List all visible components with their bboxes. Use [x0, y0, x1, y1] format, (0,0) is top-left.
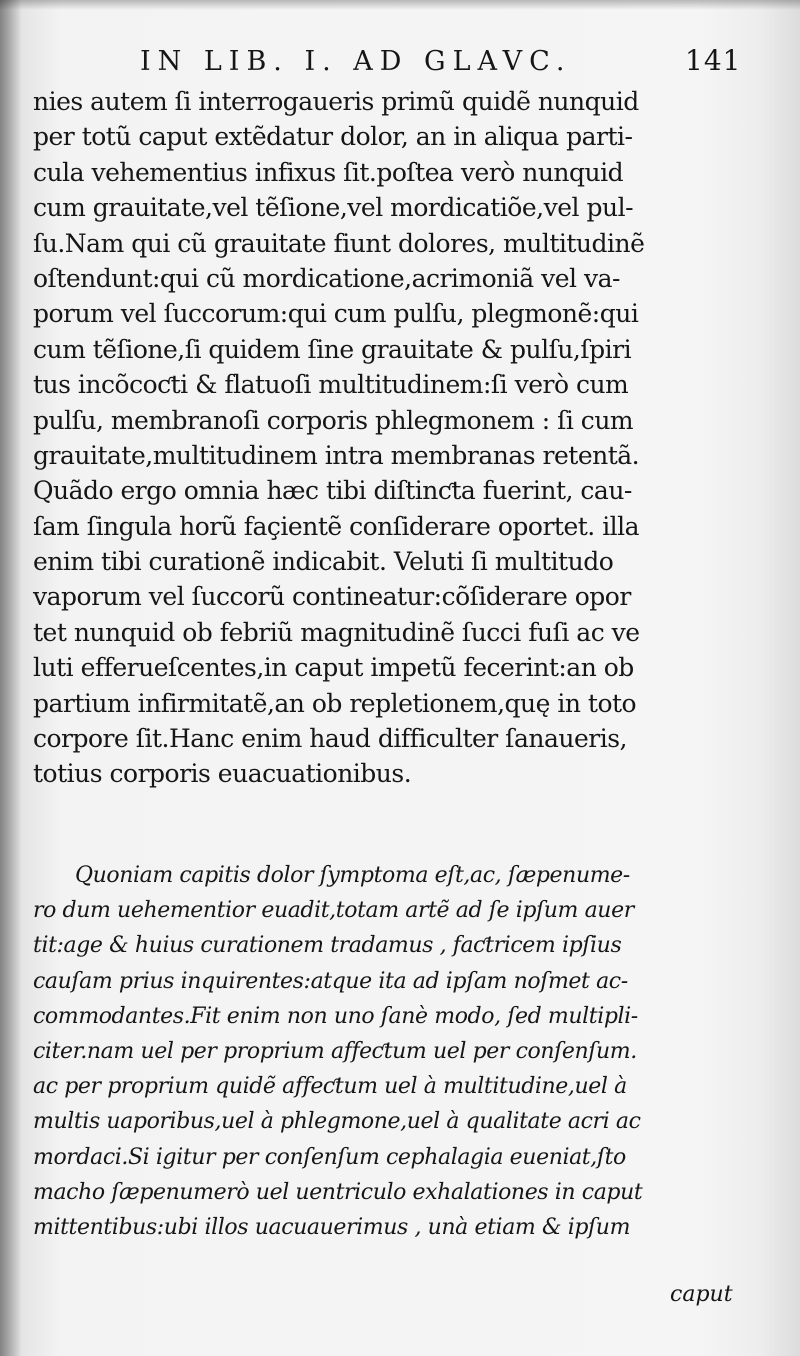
- text-line: per totũ caput extẽdatur dolor, an in aliqua parti-: [33, 122, 633, 152]
- text-line: ac per proprium quidẽ affeƈtum uel à multitudine,uel à: [33, 1074, 627, 1100]
- text-line: luti efferueſcentes,in caput impetũ fecerint:an ob: [33, 653, 634, 683]
- text-line: tus incõcoƈti & flatuoſi multitudinem:ſi verò cum: [33, 370, 629, 400]
- text-line: nies autem ſi interrogaueris primũ quidẽ nunquid: [33, 87, 639, 116]
- text-line: oſtendunt:qui cũ mordicatione,acrimoniã vel va-: [33, 263, 620, 293]
- text-line: mittentibus:ubi illos uacuauerimus , unà etiam & ipſum: [33, 1214, 631, 1240]
- catchword: caput: [670, 1282, 733, 1307]
- text-line: grauitate,multitudinem intra membranas retentã.: [33, 440, 640, 470]
- text-line: corpore ſit.Hanc enim haud difficulter ſanaueris,: [33, 724, 627, 754]
- text-line: macho ſæpenumerò uel uentriculo exhalationes in caput: [33, 1179, 643, 1205]
- text-line: tet nunquid ob febriũ magnitudinẽ ſucci fuſi ac ve: [33, 617, 640, 647]
- text-line: Quoniam capitis dolor ſymptoma eſt,ac, ſæpenume-: [75, 863, 630, 888]
- text-line: ſu.Nam qui cũ grauitate fiunt dolores, multitudinẽ: [33, 228, 645, 258]
- text-line: ro dum uehementior euadit,totam artẽ ad ſe ipſum auer: [33, 898, 634, 924]
- page-number: 141: [685, 44, 742, 77]
- text-line: porum vel ſuccorum:qui cum pulſu, plegmonẽ:qui: [33, 299, 639, 329]
- text-line: cauſam prius inquirentes:atque ita ad ipſam noſmet ac-: [33, 968, 628, 994]
- text-line: pulſu, membranoſi corporis phlegmonem : ſi cum: [33, 405, 634, 435]
- text-line: enim tibi curationẽ indicabit. Veluti ſi multitudo: [33, 547, 614, 577]
- text-line: commodantes.Fit enim non uno ſanè modo, ſed multipli-: [33, 1003, 638, 1029]
- text-line: ſam ſingula horũ façientẽ conſiderare oportet. illa: [33, 511, 640, 541]
- paragraph-roman: [33, 84, 753, 792]
- gutter-shadow: [0, 0, 22, 1356]
- text-line: citer.nam uel per proprium affeƈtum uel per conſenſum.: [33, 1038, 637, 1064]
- text-line: tit:age & huius curationem tradamus , faƈtricem ipſius: [33, 933, 622, 959]
- text-line: cum tẽſione,ſi quidem ſine grauitate & pulſu,ſpiri: [33, 334, 632, 364]
- text-line: partium infirmitatẽ,an ob repletionem,quę in toto: [33, 688, 637, 718]
- text-line: cum grauitate,vel tẽſione,vel mordicatiõe,vel pul-: [33, 193, 634, 223]
- text-line: totius corporis euacuationibus.: [33, 759, 412, 789]
- text-line: cula vehementius infixus ſit.poſtea verò nunquid: [33, 157, 624, 187]
- page-header: [0, 40, 800, 90]
- paragraph-italic: [33, 858, 753, 1245]
- text-line: multis uaporibus,uel à phlegmone,uel à qualitate acri ac: [33, 1109, 641, 1135]
- text-line: vaporum vel ſuccorũ contineatur:cõſiderare opor: [33, 582, 631, 612]
- running-head: IN LIB. I. AD GLAVC.: [140, 46, 572, 77]
- page-top-edge: [0, 0, 800, 10]
- text-line: Quãdo ergo omnia hæc tibi diſtinƈta fuerint, cau-: [33, 476, 632, 506]
- text-line: mordaci.Si igitur per conſenſum cephalagia eueniat,ſto: [33, 1144, 626, 1170]
